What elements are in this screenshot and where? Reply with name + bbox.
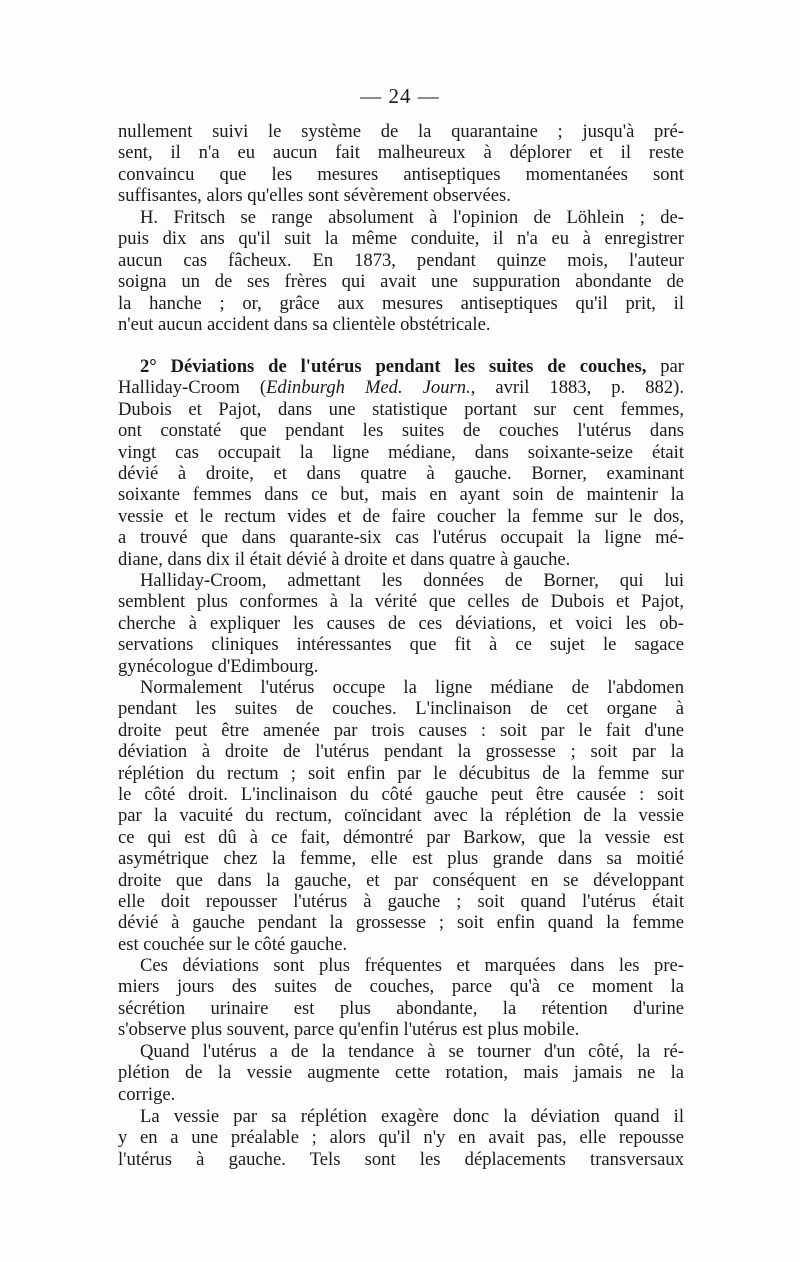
- text-line: le côté droit. L'inclinaison du côté gauche peut être causée : soit: [118, 783, 684, 805]
- text-line: ce qui est dû à ce fait, démontré par Barkow, que la vessie est: [118, 826, 684, 848]
- paragraph-normal-position: [118, 677, 684, 955]
- citation-line: [118, 377, 684, 398]
- text-line: Dubois et Pajot, dans une statistique portant sur cent femmes,: [118, 398, 684, 420]
- text-line: nullement suivi le système de la quarantaine ; jusqu'à pré-: [118, 121, 684, 142]
- text-line: puis dix ans qu'il suit la même conduite, il n'a eu à enregistrer: [118, 228, 684, 250]
- text-line: sécrétion urinaire est plus abondante, la rétention d'urine: [118, 997, 684, 1019]
- text-line: pendant les suites de couches. L'inclinaison de cet organe à: [118, 698, 684, 720]
- text-line: par la vacuité du rectum, coïncidant avec la réplétion de la vessie: [118, 805, 684, 827]
- paragraph-halliday: [118, 570, 684, 677]
- paragraph-fritsch: [118, 207, 684, 335]
- section-heading: 2° Déviations de l'utérus pendant les suites de couches,: [140, 356, 647, 377]
- citation-journal: Edinburgh Med. Journ.: [266, 377, 471, 399]
- text-line: elle doit repousser l'utérus à gauche ; soit quand l'utérus était: [118, 890, 684, 912]
- text-line: vessie et le rectum vides et de faire coucher la femme sur le dos,: [118, 505, 684, 527]
- text-line: diane, dans dix il était dévié à droite et dans quatre à gauche.: [118, 548, 571, 570]
- text-line: l'utérus à gauche. Tels sont les déplacements transversaux: [118, 1148, 684, 1170]
- text-line: y en a une préalable ; alors qu'il n'y en avait pas, elle repousse: [118, 1127, 684, 1149]
- text-line: asymétrique chez la femme, elle est plus grande dans sa moitié: [118, 848, 684, 870]
- citation-details: , avril 1883, p. 882).: [470, 377, 684, 399]
- paragraph-quarantine: [118, 121, 684, 207]
- text-line: est couchée sur le côté gauche.: [118, 933, 348, 955]
- citation-author: Halliday-Croom (: [118, 377, 267, 399]
- text-line: H. Fritsch se range absolument à l'opinion de Löhlein ; de-: [140, 207, 684, 228]
- paragraph-rotation: [118, 1041, 684, 1105]
- paragraph-bladder: [118, 1106, 684, 1170]
- text-line: n'eut aucun accident dans sa clientèle obstétricale.: [118, 313, 491, 335]
- text-line: soigna un de ses frères qui avait une suppuration abondante de: [118, 271, 684, 293]
- text-line: a trouvé que dans quarante-six cas l'utérus occupait la ligne mé-: [118, 527, 684, 549]
- paragraph-frequency: [118, 955, 684, 1041]
- text-line: soixante femmes dans ce but, mais en ayant soin de maintenir la: [118, 484, 684, 506]
- text-line: corrige.: [118, 1083, 176, 1105]
- section-deviations: [118, 356, 684, 570]
- text-line: dévié à droite, et dans quatre à gauche. Borner, examinant: [118, 462, 684, 484]
- text-line: sent, il n'a eu aucun fait malheureux à déplorer et il reste: [118, 142, 684, 164]
- text-line: la hanche ; or, grâce aux mesures antiseptiques qu'il prit, il: [118, 292, 684, 314]
- text-line: aucun cas fâcheux. En 1873, pendant quinze mois, l'auteur: [118, 249, 684, 271]
- text-line: Quand l'utérus a de la tendance à se tourner d'un côté, la ré-: [140, 1041, 684, 1062]
- text-line: vingt cas occupait la ligne médiane, dans soixante-seize était: [118, 441, 684, 463]
- text-line: droite que dans la gauche, et par conséquent en se développant: [118, 869, 684, 891]
- text-line: dévié à gauche pendant la grossesse ; soit enfin quand la femme: [118, 912, 684, 934]
- text-line: réplétion du rectum ; soit enfin par le décubitus de la femme sur: [118, 762, 684, 784]
- text-line: semblent plus conformes à la vérité que celles de Dubois et Pajot,: [118, 591, 684, 613]
- text-line: Halliday-Croom, admettant les données de Borner, qui lui: [140, 570, 684, 591]
- text-line: suffisantes, alors qu'elles sont sévèrement observées.: [118, 185, 511, 207]
- text-line: cherche à expliquer les causes de ces déviations, et voici les ob-: [118, 612, 684, 634]
- text-line: gynécologue d'Edimbourg.: [118, 655, 319, 677]
- text-line: déviation à droite de l'utérus pendant la grossesse ; soit par la: [118, 741, 684, 763]
- text-line: plétion de la vessie augmente cette rotation, mais jamais ne la: [118, 1062, 684, 1084]
- text-line: convaincu que les mesures antiseptiques momentanées sont: [118, 163, 684, 185]
- text-line: droite peut être amenée par trois causes : soit par le fait d'une: [118, 719, 684, 741]
- page-number: — 24 —: [360, 84, 440, 108]
- section-heading-line: [118, 356, 684, 377]
- text-line: servations cliniques intéressantes que fit à ce sujet le sagace: [118, 634, 684, 656]
- heading-tail: par: [660, 356, 684, 377]
- text-line: s'observe plus souvent, parce qu'enfin l'utérus est plus mobile.: [118, 1019, 580, 1041]
- text-line: La vessie par sa réplétion exagère donc la déviation quand il: [140, 1106, 684, 1127]
- text-line: Normalement l'utérus occupe la ligne médiane de l'abdomen: [140, 677, 684, 698]
- text-line: ont constaté que pendant les suites de couches l'utérus dans: [118, 420, 684, 442]
- text-line: miers jours des suites de couches, parce qu'à ce moment la: [118, 976, 684, 998]
- text-line: Ces déviations sont plus fréquentes et marquées dans les pre-: [140, 955, 684, 976]
